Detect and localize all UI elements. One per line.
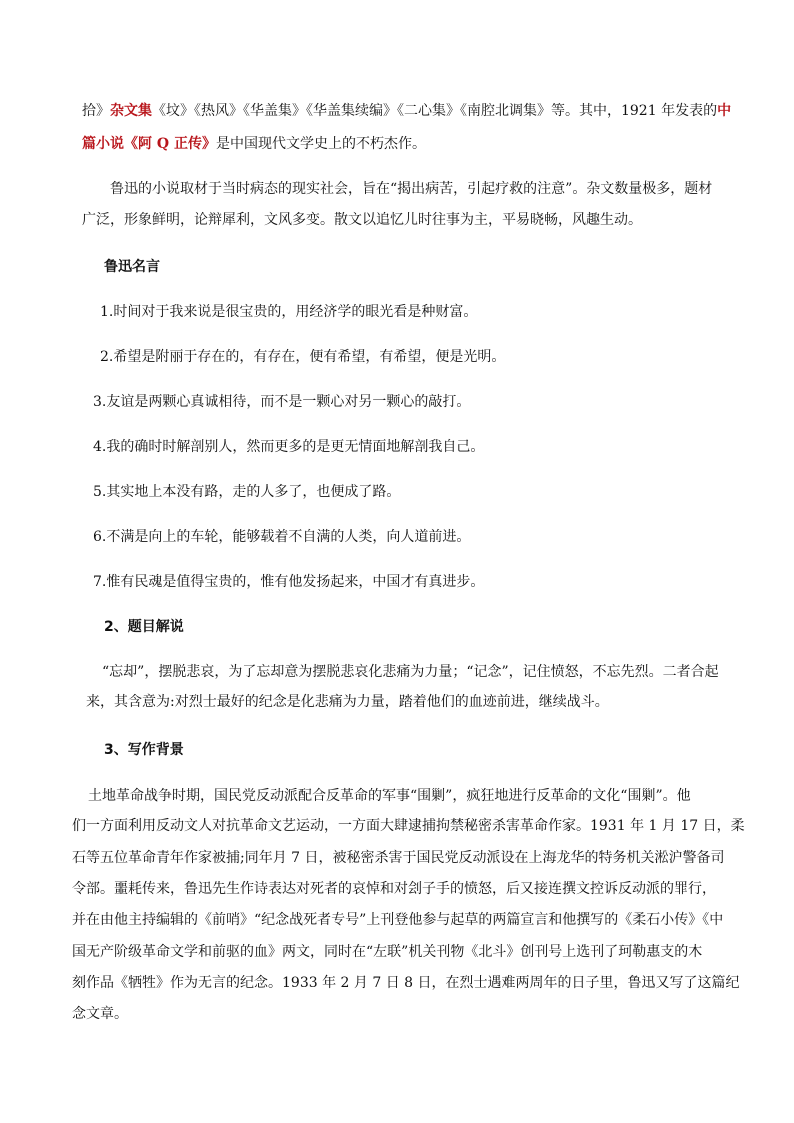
background-line: 国无产阶级革命文学和前驱的血》两文，同时在“左联”机关刊物《北斗》创刊号上选刊了珂勒惠支的木 — [72, 944, 703, 960]
quote-item: 4.我的确时时解剖别人，然而更多的是更无情面地解剖我自己。 — [93, 439, 485, 455]
quotes-heading: 鲁迅名言 — [104, 259, 160, 275]
intro-line-2-text: 是中国现代文学史上的不朽杰作。 — [215, 136, 426, 152]
quote-item: 6.不满是向上的车轮，能够载着不自满的人类，向人道前进。 — [93, 529, 471, 545]
background-line: 石等五位革命青年作家被捕;同年月 7 日，被秘密杀害于国民党反动派设在上海龙华的特务机关淞沪警备司 — [72, 850, 725, 866]
style-paragraph-line-1: 鲁迅的小说取材于当时病态的现实社会，旨在“揭出病苦，引起疗救的注意”。杂文数量极多，题材 — [110, 181, 713, 197]
highlight-ah-q-title: 篇小说《阿 Q 正传》 — [82, 136, 216, 152]
quote-item: 3.友谊是两颗心真诚相待，而不是一颗心对另一颗心的敲打。 — [93, 394, 471, 410]
quote-item: 1.时间对于我来说是很宝贵的，用经济学的眼光看是种财富。 — [100, 304, 478, 320]
background-line: 刻作品《牺牲》作为无言的纪念。1933 年 2 月 7 日 8 日，在烈士遇难两周年的日子里，鲁迅又写了这篇纪 — [72, 975, 740, 991]
style-paragraph-line-2: 广泛，形象鲜明，论辩犀利，文风多变。散文以追忆儿时往事为主，平易晓畅，风趣生动。 — [82, 212, 642, 228]
title-explanation-heading: 2、题目解说 — [104, 619, 184, 635]
background-line: 并在由他主持编辑的《前哨》“纪念战死者专号”上刊登他参与起草的两篇宣言和他撰写的《柔石小传》《中 — [72, 912, 724, 928]
background-line: 们一方面利用反动文人对抗革命文艺运动，一方面大肆逮捕拘禁秘密杀害革命作家。1931 年 1 月 17 日，柔 — [72, 818, 745, 834]
intro-works-list: 《坟》《热风》《华盖集》《华盖集续编》《二心集》《南腔北调集》等。其中，1921 年发表的 — [152, 103, 718, 119]
background-line: 念文章。 — [72, 1006, 128, 1022]
background-line: 令部。噩耗传来，鲁迅先生作诗表达对死者的哀悼和对刽子手的愤怒，后又接连撰文控诉反动派的罪行， — [72, 881, 716, 897]
background-line: 土地革命战争时期，国民党反动派配合反革命的军事“围剿”，疯狂地进行反革命的文化“围剿”。他 — [88, 788, 691, 804]
background-heading: 3、写作背景 — [104, 742, 184, 758]
highlight-novella-start: 中 — [717, 103, 732, 119]
quote-item: 5.其实地上本没有路，走的人多了，也便成了路。 — [93, 484, 401, 500]
highlight-essay-collections: 杂文集 — [110, 103, 152, 119]
title-explanation-line-1: “忘却”，摆脱悲哀，为了忘却意为摆脱悲哀化悲痛为力量；“记念”，记住愤怒，不忘先烈。二者合起 — [102, 664, 719, 680]
quote-item: 7.惟有民魂是值得宝贵的，惟有他发扬起来，中国才有真进步。 — [93, 574, 485, 590]
title-explanation-line-2: 来，其含意为:对烈士最好的纪念是化悲痛为力量，踏着他们的血迹前进，继续战斗。 — [86, 694, 609, 710]
quote-item: 2.希望是附丽于存在的，有存在，便有希望，有希望，便是光明。 — [100, 349, 506, 365]
intro-line-1 — [82, 101, 731, 121]
intro-prefix: 拾》 — [82, 103, 110, 119]
intro-line-2 — [82, 134, 426, 154]
